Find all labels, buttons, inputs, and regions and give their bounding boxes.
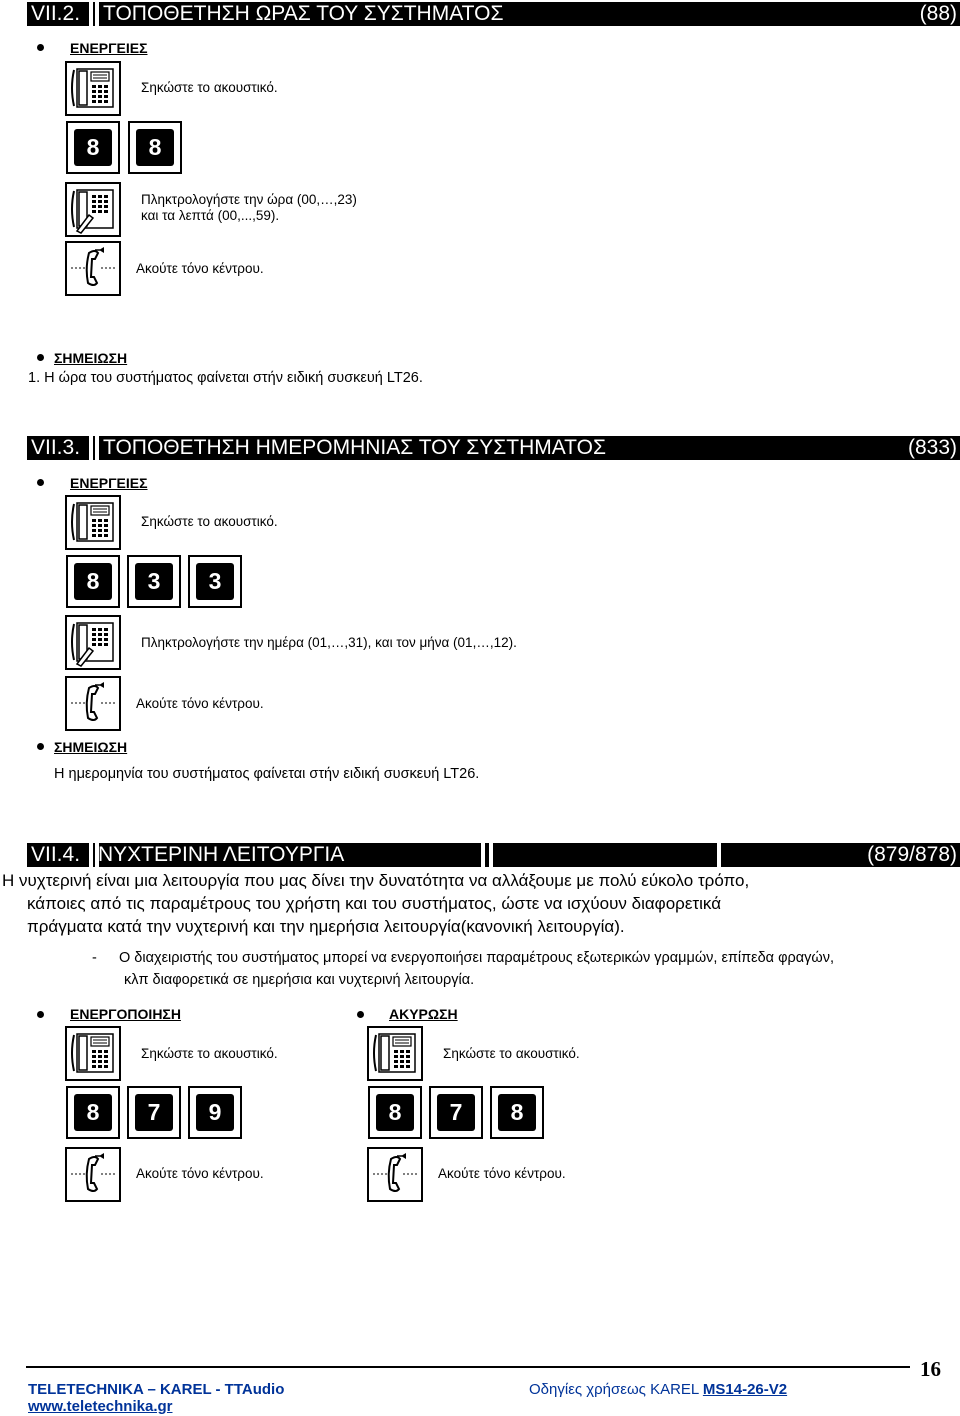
section-code: (879/878) [867, 843, 957, 866]
note-label: ΣΗΜΕΙΩΣΗ [54, 350, 128, 366]
note-label: ΣΗΜΕΙΩΣΗ [54, 739, 128, 755]
bullet [37, 354, 44, 361]
key-button [188, 1086, 242, 1139]
key-digit: 8 [136, 129, 174, 166]
section-number: VII.4. [31, 843, 81, 866]
key-button [368, 1086, 422, 1139]
key-digit: 7 [135, 1094, 173, 1131]
bullet [37, 479, 44, 486]
dial-tone-icon [367, 1147, 423, 1202]
header-separator [717, 843, 721, 867]
section-header-night [27, 843, 960, 867]
footer-guide [529, 1381, 787, 1398]
phone-offhook-icon [65, 61, 121, 116]
section-header-date [27, 436, 960, 460]
bullet [37, 44, 44, 51]
section-number: VII.2. [31, 2, 81, 25]
header-separator [489, 843, 493, 867]
note-text: Η ημερομηνία του συστήματος φαίνεται στήν ειδική συσκευή LT26. [54, 766, 480, 782]
step-text: Σηκώστε το ακουστικό. [141, 514, 278, 529]
phone-offhook-icon [65, 1026, 121, 1081]
step-text: Σηκώστε το ακουστικό. [141, 80, 278, 95]
section-title: ΤΟΠΟΘΕΤΗΣΗ ΩΡΑΣ ΤΟΥ ΣΥΣΤΗΜΑΤΟΣ [103, 2, 504, 25]
section-title: ΝΥΧΤΕΡΙΝΗ ΛΕΙΤΟΥΡΓΙΑ [98, 843, 345, 866]
footer-website-link[interactable]: www.teletechnika.gr [28, 1398, 173, 1415]
key-button [66, 555, 120, 608]
header-separator [89, 436, 93, 460]
header-separator [95, 2, 99, 26]
step-text: Ακούτε τόνο κέντρου. [136, 1166, 264, 1181]
step-text: Ακούτε τόνο κέντρου. [438, 1166, 566, 1181]
actions-label: ΕΝΕΡΓΕΙΕΣ [70, 475, 148, 491]
footer-company: TELETECHNIKA – KAREL - TTAudio [28, 1381, 285, 1398]
bullet [37, 1011, 44, 1018]
bullet [357, 1011, 364, 1018]
dial-tone-icon [65, 1147, 121, 1202]
header-separator [89, 843, 93, 867]
key-digit: 8 [498, 1094, 536, 1131]
key-digit: 8 [74, 563, 112, 600]
actions-label: ΕΝΕΡΓΕΙΕΣ [70, 40, 148, 56]
section-code: (88) [919, 2, 957, 25]
section-code: (833) [907, 436, 957, 459]
section-header-time [27, 2, 960, 26]
description-line: πράγματα κατά την νυχτερινή και την ημερήσια λειτουργία(κανονική λειτουργία). [27, 917, 625, 936]
description-line: κάποιες από τις παραμέτρους του χρήστη και του συστήματος, ώστε να ισχύουν διαφορετικά [27, 894, 722, 913]
dial-tone-icon [65, 676, 121, 731]
phone-dial-icon [65, 182, 121, 237]
activate-label: ΕΝΕΡΓΟΠΟΙΗΣΗ [70, 1006, 181, 1022]
note-text: 1. Η ώρα του συστήματος φαίνεται στήν ειδική συσκευή LT26. [28, 370, 423, 386]
dash: - [92, 950, 97, 966]
key-button [127, 555, 181, 608]
key-button [429, 1086, 483, 1139]
key-button [490, 1086, 544, 1139]
step-text: Πληκτρολογήστε την ημέρα (01,…,31), και τον μήνα (01,…,12). [141, 635, 517, 650]
step-text: Σηκώστε το ακουστικό. [141, 1046, 278, 1061]
step-text: Ακούτε τόνο κέντρου. [136, 696, 264, 711]
key-digit: 9 [196, 1094, 234, 1131]
footer-guide-model-link[interactable]: MS14-26-V2 [702, 1381, 788, 1398]
header-separator [89, 2, 93, 26]
footer-rule [26, 1366, 910, 1368]
key-button [66, 1086, 120, 1139]
key-button [127, 1086, 181, 1139]
page-number: 16 [920, 1357, 941, 1381]
key-digit: 8 [376, 1094, 414, 1131]
step-text: Πληκτρολογήστε την ώρα (00,…,23) [141, 192, 357, 207]
header-separator [481, 843, 485, 867]
phone-offhook-icon [367, 1026, 423, 1081]
key-digit: 8 [74, 129, 112, 166]
key-digit: 7 [437, 1094, 475, 1131]
step-text: Ακούτε τόνο κέντρου. [136, 261, 264, 276]
dial-tone-icon [65, 241, 121, 296]
section-number: VII.3. [31, 436, 81, 459]
header-separator [95, 436, 99, 460]
section-title: ΤΟΠΟΘΕΤΗΣΗ ΗΜΕΡΟΜΗΝΙΑΣ ΤΟΥ ΣΥΣΤΗΜΑΤΟΣ [103, 436, 606, 459]
key-digit: 3 [135, 563, 173, 600]
description-line: Η νυχτερινή είναι μια λειτουργία που μας δίνει την δυνατότητα να αλλάξουμε με πολύ εύκολο τρόπο, [2, 871, 750, 890]
sub-description-line: Ο διαχειριστής του συστήματος μπορεί να ενεργοποιήσει παραμέτρους εξωτερικών γραμμών, επίπεδα φραγών, [119, 950, 834, 966]
cancel-label: ΑΚΥΡΩΣΗ [389, 1006, 458, 1022]
bullet [37, 743, 44, 750]
footer-guide-prefix: Οδηγίες χρήσεως KAREL [529, 1381, 703, 1398]
key-digit: 3 [196, 563, 234, 600]
phone-offhook-icon [65, 495, 121, 550]
step-text: και τα λεπτά (00,...,59). [141, 208, 280, 223]
phone-dial-icon [65, 615, 121, 670]
key-button [188, 555, 242, 608]
key-button [128, 121, 182, 174]
key-button [66, 121, 120, 174]
step-text: Σηκώστε το ακουστικό. [443, 1046, 580, 1061]
sub-description-line: κλπ διαφορετικά σε ημερήσια και νυχτερινή λειτουργία. [124, 972, 475, 988]
key-digit: 8 [74, 1094, 112, 1131]
